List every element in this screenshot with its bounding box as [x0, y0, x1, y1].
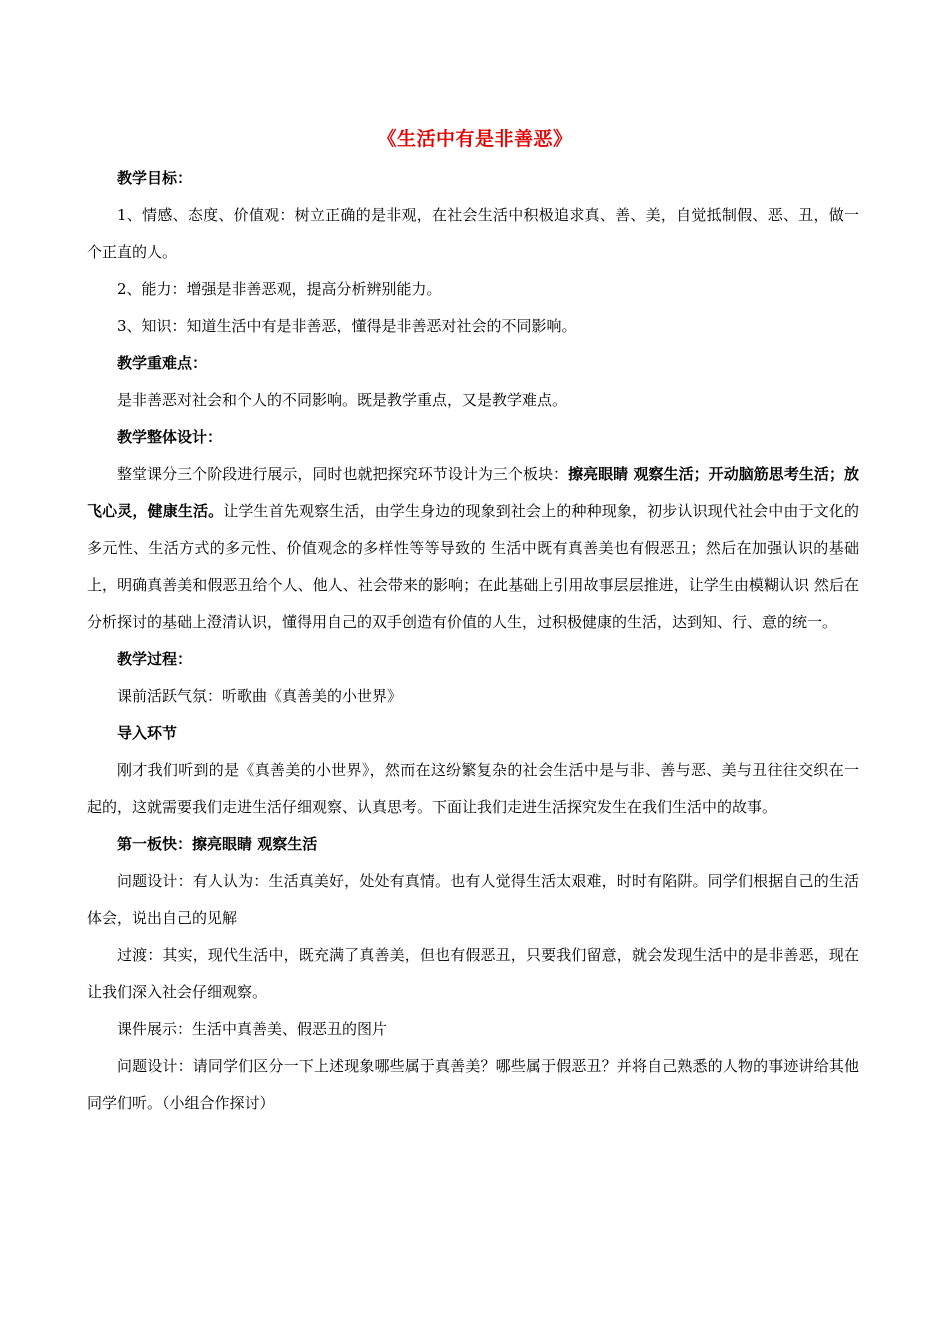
goals-heading: 教学目标：: [117, 169, 193, 187]
design-text-part-2: 让学生首先观察生活，由学生身边的现象到社会上的种种现象，初步认识现代社会中由于文化的多元性、生活方式的多元性、价值观念的多样性等等导致的 生活中既有真善美也有假恶丑；然后在加强认识的基础上，明确真善美和假恶丑给个人、他人、社会带来的影响；在此基础上引用故事层层推进，让学生由模糊认识 然后在分析探讨的基础上澄清认识，懂得用自己的双手创造有价值的人生，过积极健康的生活，达到知、行、意的统一。: [87, 502, 859, 631]
design-text-part-1: 整堂课分三个阶段进行展示，同时也就把探究环节设计为三个板块：: [117, 465, 569, 483]
key-points-heading: 教学重难点：: [117, 354, 208, 372]
transition-text: 过渡：其实，现代生活中，既充满了真善美，但也有假恶丑，只要我们留意，就会发现生活中的是非善恶，现在让我们深入社会仔细观察。: [87, 946, 859, 1001]
question-2: 问题设计：请同学们区分一下上述现象哪些属于真善美？哪些属于假恶丑？并将自己熟悉的人物的事迹讲给其他同学们听。（小组合作探讨）: [87, 1057, 859, 1112]
document-title: 《生活中有是非善恶》: [377, 128, 573, 150]
overall-design-paragraph: [87, 456, 859, 641]
intro-heading: 导入环节: [117, 724, 178, 742]
goal-1: 1、情感、态度、价值观：树立正确的是非观，在社会生活中积极追求真、善、美，自觉抵制假、恶、丑，做一个正直的人。: [87, 206, 859, 261]
goal-2: 2、能力：增强是非善恶观，提高分析辨别能力。: [117, 280, 442, 298]
block-1-heading: 第一板快：擦亮眼睛 观察生活: [117, 835, 318, 853]
process-heading: 教学过程：: [117, 650, 193, 668]
key-points-text: 是非善恶对社会和个人的不同影响。既是教学重点，又是教学难点。: [117, 391, 568, 409]
design-text-bold: 擦亮眼睛 观察生活；开动脑筋思考生活；放飞心灵，健康生活。: [87, 465, 859, 520]
courseware-text: 课件展示：生活中真善美、假恶丑的图片: [117, 1020, 388, 1038]
warmup-text: 课前活跃气氛：听歌曲《真善美的小世界》: [117, 687, 403, 705]
intro-text: 刚才我们听到的是《真善美的小世界》，然而在这纷繁复杂的社会生活中是与非、善与恶、美与丑往往交织在一起的，这就需要我们走进生活仔细观察、认真思考。下面让我们走进生活探究发生在我们生活中的故事。: [87, 761, 859, 816]
overall-design-heading: 教学整体设计：: [117, 428, 223, 446]
document-body: [87, 160, 859, 1122]
question-1: 问题设计：有人认为：生活真美好，处处有真情。也有人觉得生活太艰难，时时有陷阱。同学们根据自己的生活体会，说出自己的见解: [87, 872, 859, 927]
goal-3: 3、知识：知道生活中有是非善恶，懂得是非善恶对社会的不同影响。: [117, 317, 577, 335]
